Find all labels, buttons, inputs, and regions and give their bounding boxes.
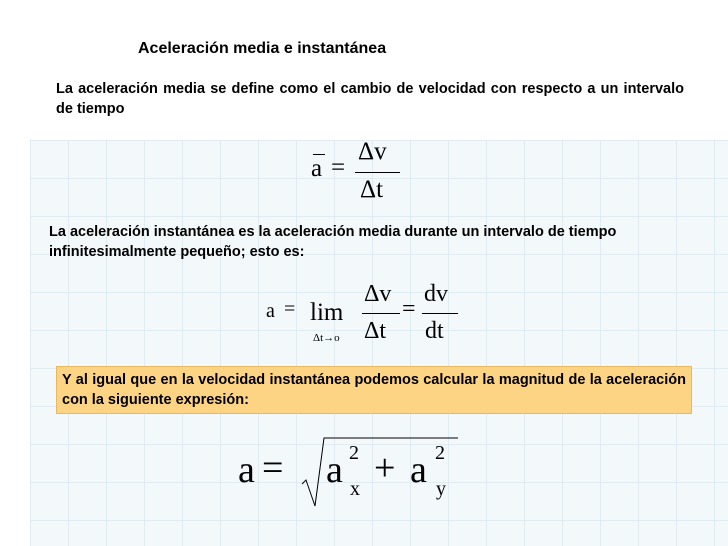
formula-inst-lhs: a bbox=[266, 300, 275, 322]
formula-inst-denominator2: dt bbox=[425, 318, 444, 344]
paragraph-media: La aceleración media se define como el cambio de velocidad con respecto a un intervalo de tiempo bbox=[56, 81, 684, 117]
formula-mag-term2: a bbox=[410, 449, 427, 491]
paragraph-magnitud: Y al igual que en la velocidad instantánea podemos calcular la magnitud de la aceleración con la siguiente expresión: bbox=[62, 372, 686, 408]
formula-inst-lim: lim bbox=[310, 299, 344, 326]
formula-mag-equals: = bbox=[262, 447, 284, 489]
fraction-bar-2 bbox=[422, 313, 458, 314]
formula-inst-equals: = bbox=[284, 298, 296, 320]
formula-inst-numerator: Δv bbox=[364, 281, 392, 307]
formula-mag-term1-sub: x bbox=[350, 478, 360, 500]
paragraph-instantanea: La aceleración instantánea es la aceleración media durante un intervalo de tiempo infinitesimalmente pequeño; esto es: bbox=[49, 224, 617, 260]
formula-mag-term1-sup: 2 bbox=[349, 442, 359, 464]
formula-media-equals: = bbox=[331, 154, 346, 181]
formula-mag-plus: + bbox=[374, 447, 396, 489]
slide-title: Aceleración media e instantánea bbox=[138, 40, 387, 57]
fraction-bar-1 bbox=[362, 313, 400, 314]
formula-media-denominator: Δt bbox=[360, 176, 384, 203]
formula-mag-lhs: a bbox=[238, 449, 255, 491]
formula-mag-term2-sub: y bbox=[436, 478, 446, 500]
formula-inst-denominator: Δt bbox=[364, 318, 387, 344]
formula-inst-lim-sub: Δt→o bbox=[313, 332, 340, 344]
formula-mag-term1: a bbox=[326, 449, 343, 491]
formula-inst-numerator2: dv bbox=[424, 281, 448, 307]
formula-inst-equals2: = bbox=[402, 296, 416, 322]
background-top bbox=[0, 0, 728, 140]
formula-media-numerator: Δv bbox=[358, 138, 387, 165]
fraction-bar bbox=[355, 172, 400, 173]
formula-mag-term2-sup: 2 bbox=[435, 442, 445, 464]
formula-media-lhs: a bbox=[311, 155, 323, 182]
